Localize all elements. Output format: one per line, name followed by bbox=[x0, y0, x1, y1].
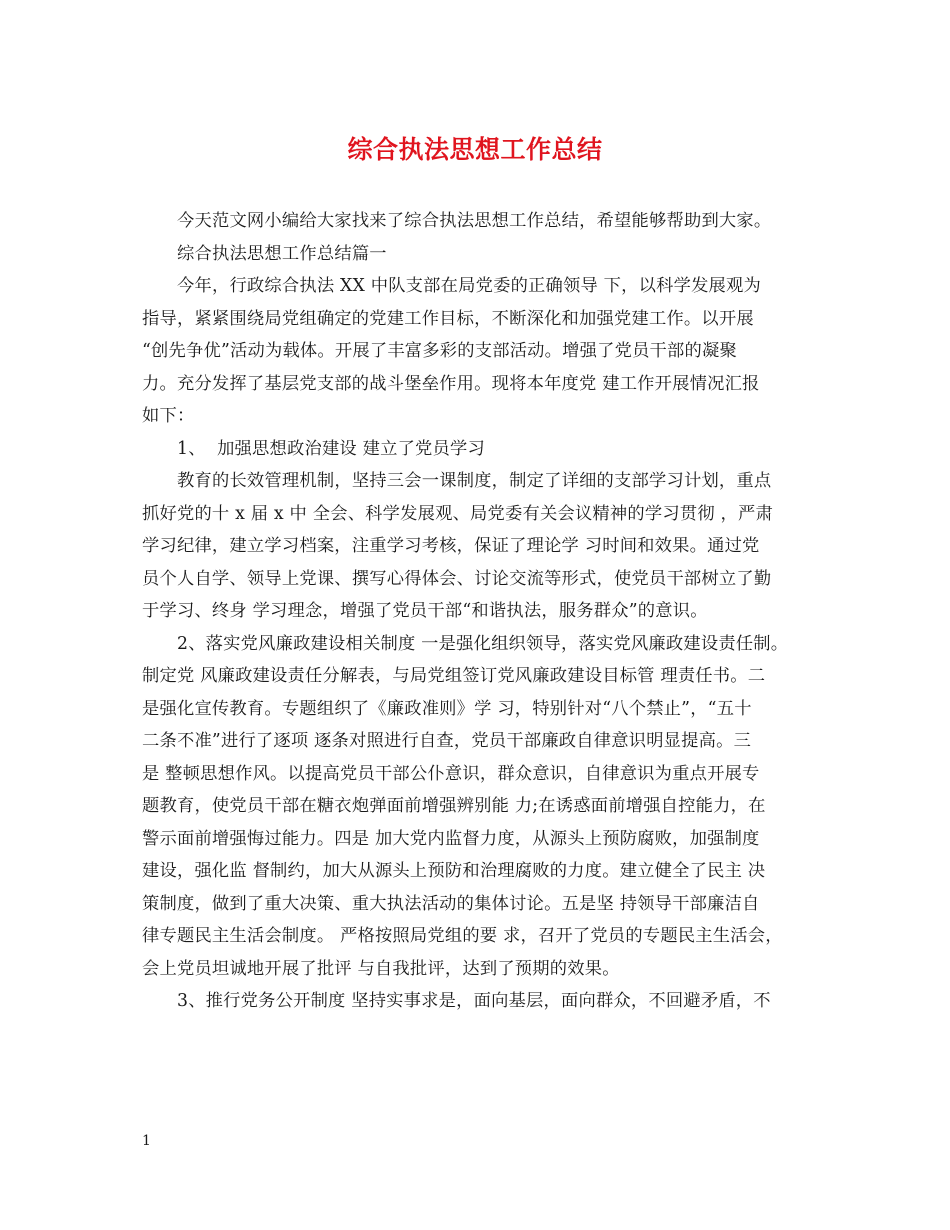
page-number: 1 bbox=[142, 1133, 151, 1149]
paragraph-line: 学习纪律，建立学习档案，注重学习考核，保证了理论学 习时间和效果。通过党 bbox=[142, 536, 760, 556]
paragraph-line: 今天范文网小编给大家找来了综合执法思想工作总结，希望能够帮助到大家。 bbox=[177, 211, 772, 231]
paragraph-line: 教育的长效管理机制，坚持三会一课制度，制定了详细的支部学习计划，重点 bbox=[177, 471, 772, 491]
paragraph-line: 如下： bbox=[142, 406, 195, 426]
list-item-heading: 2、落实党风廉政建设相关制度 一是强化组织领导，落实党风廉政建设责任制。 bbox=[177, 633, 789, 654]
list-item-heading: 1、 加强思想政治建设 建立了党员学习 bbox=[177, 438, 485, 459]
paragraph-line: 是 整顿思想作风。以提高党员干部公仆意识，群众意识，自律意识为重点开展专 bbox=[142, 763, 760, 784]
section-heading: 综合执法思想工作总结篇一 bbox=[177, 243, 387, 264]
paragraph-line: 今年，行政综合执法 XX 中队支部在局党委的正确领导 下，以科学发展观为 bbox=[177, 276, 762, 296]
paragraph-line: 策制度，做到了重大决策、重大执法活动的集体讨论。五是坚 持领导干部廉洁自 bbox=[142, 893, 760, 914]
paragraph-line: 制定党 风廉政建设责任分解表，与局党组签订党风廉政建设目标管 理责任书。二 bbox=[142, 666, 766, 686]
paragraph-line: 抓好党的十 x 届 x 中 全会、科学发展观、局党委有关会议精神的学习贯彻 ，严肃 bbox=[142, 503, 773, 524]
paragraph-line: 二条不准”进行了逐项 逐条对照进行自查，党员干部廉政自律意识明显提高。三 bbox=[142, 731, 752, 751]
paragraph-line: 是强化宣传教育。专题组织了《廉政准则》学 习，特别针对“八个禁止”，“五十 bbox=[142, 698, 752, 719]
paragraph-line: 会上党员坦诚地开展了批评 与自我批评，达到了预期的效果。 bbox=[142, 958, 620, 979]
paragraph-line: 指导，紧紧围绕局党组确定的党建工作目标，不断深化和加强党建工作。以开展 bbox=[142, 308, 754, 329]
paragraph-line: 题教育，使党员干部在糖衣炮弹面前增强辨别能 力;在诱惑面前增强自控能力，在 bbox=[142, 796, 766, 816]
paragraph-line: 员个人自学、领导上党课、撰写心得体会、讨论交流等形式，使党员干部树立了勤 bbox=[142, 568, 772, 589]
document-body bbox=[142, 205, 807, 1018]
paragraph-line: 力。充分发挥了基层党支部的战斗堡垒作用。现将本年度党 建工作开展情况汇报 bbox=[142, 373, 760, 394]
paragraph-line: 警示面前增强悔过能力。四是 加大党内监督力度，从源头上预防腐败，加强制度 bbox=[142, 828, 760, 849]
paragraph-line: “创先争优”活动为载体。开展了丰富多彩的支部活动。增强了党员干部的凝聚 bbox=[142, 341, 737, 361]
paragraph-line: 建设，强化监 督制约，加大从源头上预防和治理腐败的力度。建立健全了民主 决 bbox=[142, 861, 766, 881]
document-title: 综合执法思想工作总结 bbox=[347, 135, 603, 164]
paragraph-line: 律专题民主生活会制度。 严格按照局党组的要 求，召开了党员的专题民主生活会， bbox=[142, 926, 783, 946]
paragraph-line: 于学习、终身 学习理念，增强了党员干部“和谐执法，服务群众”的意识。 bbox=[142, 601, 708, 621]
list-item-heading: 3、推行党务公开制度 坚持实事求是，面向基层，面向群众，不回避矛盾，不 bbox=[177, 991, 771, 1011]
